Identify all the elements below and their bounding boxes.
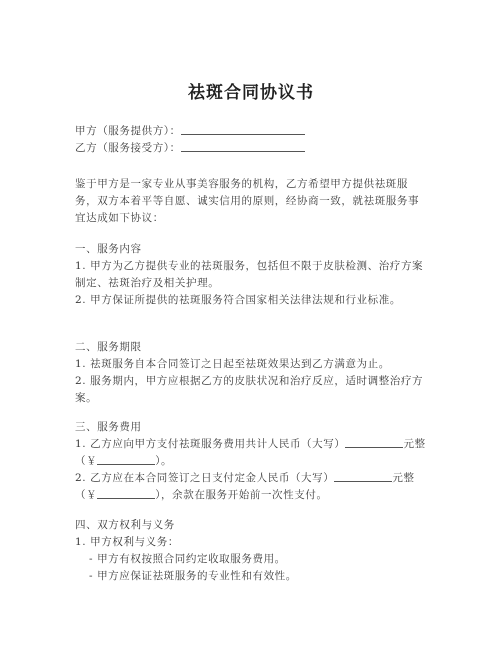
fee2-text-b: 元整（￥	[75, 472, 415, 501]
intro-paragraph: 鉴于甲方是一家专业从事美容服务的机构，乙方希望甲方提供祛斑服务，双方本着平等自愿、诚实信用的原则，经协商一致，就祛斑服务事宜达成如下协议：	[75, 178, 420, 224]
fee-clause-2	[75, 470, 427, 504]
section-heading: 二、服务期限	[75, 341, 142, 353]
fee1-text-c: ）。	[155, 455, 173, 467]
fee1-text-a: 1. 乙方应向甲方支付祛斑服务费用共计人民币（大写）	[75, 438, 346, 450]
fee2-text-a: 2. 乙方应在本合同签订之日支付定金人民币（大写）	[75, 472, 335, 484]
section-service-content	[75, 241, 427, 309]
party-a-line	[75, 123, 427, 140]
section-service-term	[75, 339, 427, 407]
party-a-blank[interactable]	[181, 123, 305, 135]
section-heading: 三、服务费用	[75, 421, 142, 433]
clause-item: 2. 甲方保证所提供的祛斑服务符合国家相关法律法规和行业标准。	[75, 294, 401, 306]
section-service-fee	[75, 419, 427, 504]
fee1-text-b: 元整（￥	[75, 438, 426, 467]
section-heading: 四、双方权利与义务	[75, 519, 175, 531]
sub-heading: 1. 甲方权利与义务：	[75, 536, 179, 548]
fee-clause-1	[75, 436, 427, 470]
section-heading: 一、服务内容	[75, 243, 142, 255]
fee2-deposit-number-blank[interactable]	[97, 487, 155, 499]
fee1-amount-number-blank[interactable]	[97, 453, 155, 465]
party-b-blank[interactable]	[181, 140, 305, 152]
bullet-item: - 甲方有权按照合同约定收取服务费用。	[89, 553, 286, 565]
bullet-item: - 甲方应保证祛斑服务的专业性和有效性。	[89, 570, 297, 582]
clause-item: 2. 服务期内，甲方应根据乙方的皮肤状况和治疗反应，适时调整治疗方案。	[75, 375, 424, 404]
parties-block	[75, 123, 427, 157]
party-b-line	[75, 140, 427, 157]
fee2-deposit-words-blank[interactable]	[334, 470, 392, 482]
fee1-amount-words-blank[interactable]	[345, 436, 403, 448]
party-a-label: 甲方（服务提供方）：	[75, 125, 181, 137]
document-title: 祛斑合同协议书	[188, 83, 314, 103]
party-b-label: 乙方（服务接受方）：	[75, 142, 181, 154]
clause-item: 1. 甲方为乙方提供专业的祛斑服务，包括但不限于皮肤检测、治疗方案制定、祛斑治疗及相关护理。	[75, 260, 424, 289]
clause-item: 1. 祛斑服务自本合同签订之日起至祛斑效果达到乙方满意为止。	[75, 358, 390, 370]
section-rights-obligations	[75, 517, 427, 585]
fee2-text-c: ），余款在服务开始前一次性支付。	[155, 489, 328, 501]
